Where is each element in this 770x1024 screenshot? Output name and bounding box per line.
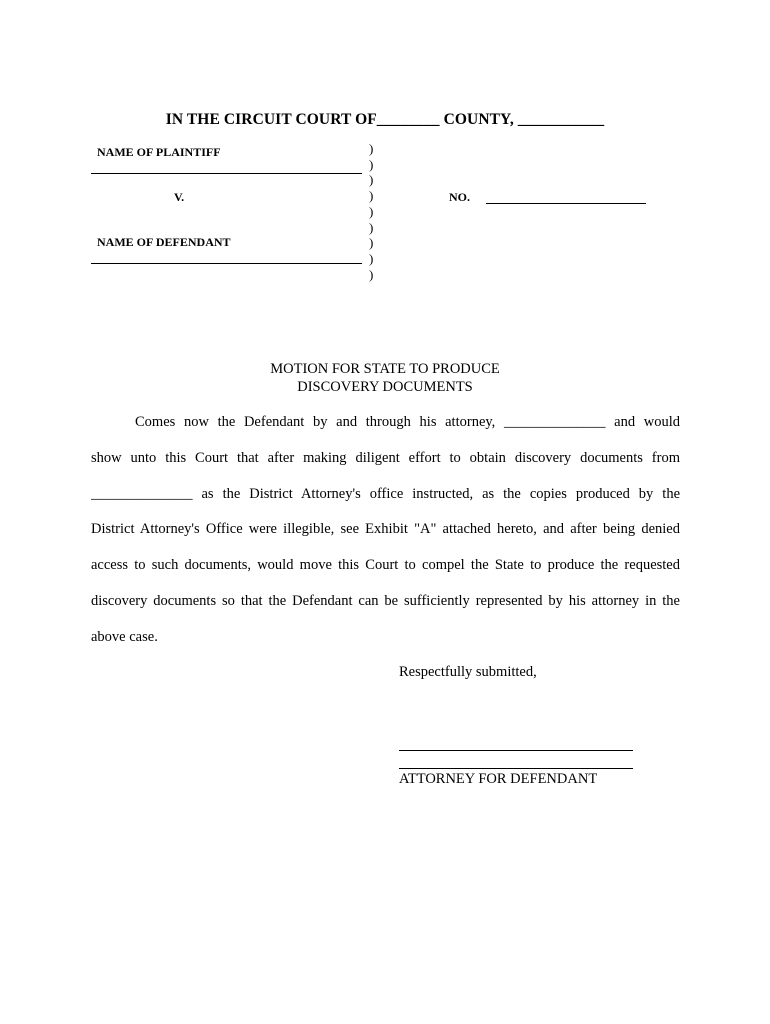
versus-label: V. — [174, 190, 185, 204]
motion-title-line-1: MOTION FOR STATE TO PRODUCE — [270, 361, 500, 377]
caption-divider-parens — [369, 141, 381, 282]
plaintiff-name-line — [91, 173, 362, 174]
defendant-label: NAME OF DEFENDANT — [97, 235, 231, 249]
body-line-1 — [91, 414, 680, 434]
plaintiff-label: NAME OF PLAINTIFF — [97, 145, 221, 159]
court-title: IN THE CIRCUIT COURT OF________ COUNTY, ___________ — [165, 111, 605, 128]
signature-line-2 — [399, 768, 633, 769]
paren: ) — [369, 203, 374, 219]
body-text: as the District Attorney's office instructed, as the copies produced by the — [201, 486, 680, 502]
attorney-name-blank: ______________ — [503, 414, 606, 430]
motion-title-line-2: DISCOVERY DOCUMENTS — [297, 379, 473, 395]
case-number-line — [486, 203, 646, 204]
paren: ) — [369, 219, 374, 235]
defendant-name-line — [91, 263, 362, 264]
body-text: and would — [614, 414, 680, 430]
body-line-4: District Attorney's Office were illegible, see Exhibit "A" attached hereto, and after being denied — [91, 521, 680, 537]
paren: ) — [369, 156, 374, 172]
body-line-3 — [91, 486, 680, 506]
paren: ) — [369, 235, 374, 251]
body-line-5: access to such documents, would move this Court to compel the State to produce the requested — [91, 557, 680, 573]
paren: ) — [369, 250, 374, 266]
body-text: Comes now the Defendant by and through his attorney, — [135, 414, 496, 430]
signature-line — [399, 750, 633, 751]
paren: ) — [369, 266, 374, 282]
case-number-label: NO. — [449, 190, 470, 204]
attorney-role-label: ATTORNEY FOR DEFENDANT — [399, 771, 598, 787]
paren: ) — [369, 188, 374, 204]
paren: ) — [369, 172, 374, 188]
closing-text: Respectfully submitted, — [399, 664, 537, 680]
body-line-2: show unto this Court that after making diligent effort to obtain discovery documents from — [91, 450, 680, 466]
body-line-7: above case. — [91, 629, 158, 645]
body-line-6: discovery documents so that the Defendant can be sufficiently represented by his attorney in the — [91, 593, 680, 609]
paren: ) — [369, 141, 374, 156]
location-blank: ______________ — [91, 486, 193, 502]
